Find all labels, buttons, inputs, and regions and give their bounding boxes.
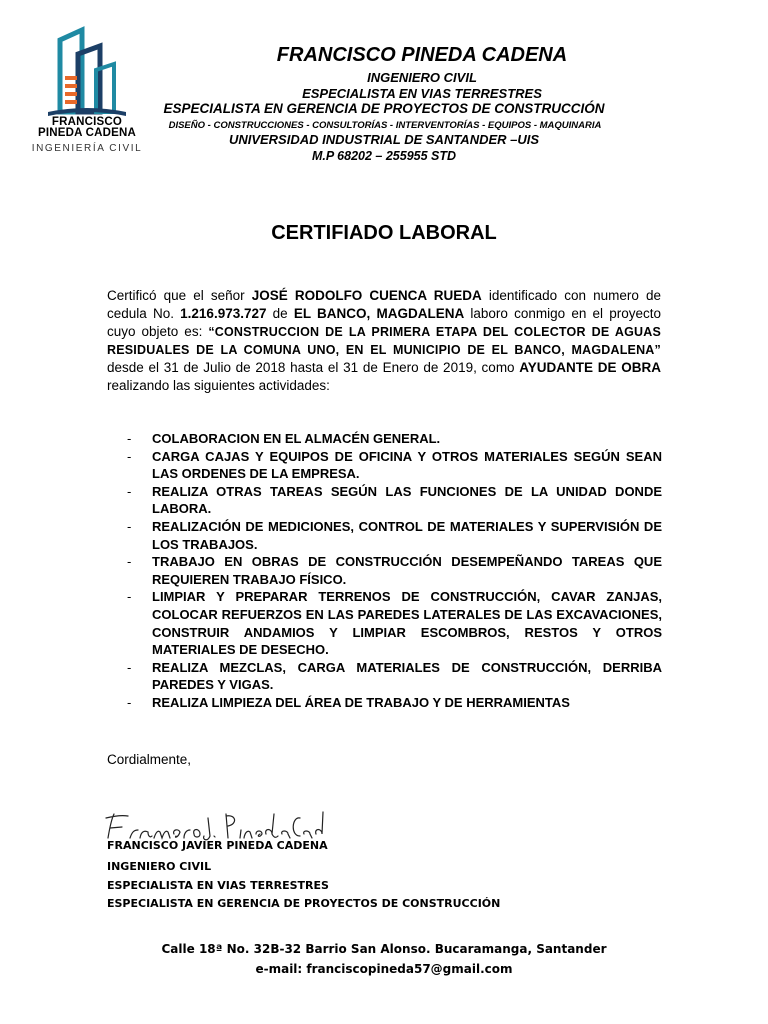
paragraph-text: realizando las siguientes actividades: [107, 378, 330, 393]
paragraph-text: de [266, 306, 294, 321]
signer-name: FRANCISCO JAVIER PINEDA CADENA [107, 839, 328, 852]
logo-subtitle: INGENIERÍA CIVIL [31, 143, 143, 154]
list-item: - CARGA CAJAS Y EQUIPOS DE OFICINA Y OTROS MATERIALES SEGÚN SEAN LAS ORDENES DE LA EMPRESA. [127, 448, 662, 483]
header-line-license: M.P 68202 – 255955 STD [311, 149, 457, 163]
list-item: - REALIZACIÓN DE MEDICIONES, CONTROL DE MATERIALES Y SUPERVISIÓN DE LOS TRABAJOS. [127, 518, 662, 553]
signer-title-2: ESPECIALISTA EN VIAS TERRESTRES [107, 879, 329, 892]
certificate-paragraph [107, 287, 661, 395]
header-name: FRANCISCO PINEDA CADENA [276, 44, 568, 66]
signer-title-1: INGENIERO CIVIL [107, 860, 212, 873]
id-number: 1.216.973.727 [180, 306, 267, 321]
signer-title-3: ESPECIALISTA EN GERENCIA DE PROYECTOS DE CONSTRUCCIÓN [107, 897, 501, 910]
list-item: - COLABORACION EN EL ALMACÉN GENERAL. [127, 430, 662, 448]
id-place: EL BANCO, MAGDALENA [293, 306, 465, 321]
paragraph-text: laboro conmigo en el proyecto cuyo objeto es: [107, 306, 661, 339]
header-line-specialty-management: ESPECIALISTA EN GERENCIA DE PROYECTOS DE CONSTRUCCIÓN [163, 101, 605, 116]
employee-name: JOSÉ RODOLFO CUENCA RUEDA [251, 288, 482, 303]
paragraph-text: Certificó que el señor [107, 288, 252, 303]
footer-address: Calle 18ª No. 32B-32 Barrio San Alonso. Bucaramanga, Santander [161, 942, 607, 956]
logo-name-line1: FRANCISCO [51, 116, 123, 128]
list-item: - TRABAJO EN OBRAS DE CONSTRUCCIÓN DESEMPEÑANDO TAREAS QUE REQUIEREN TRABAJO FÍSICO. [127, 553, 662, 588]
document-title: CERTIFIADO LABORAL [271, 222, 497, 244]
closing-text: Cordialmente, [107, 752, 192, 767]
paragraph-text: desde el 31 de Julio de 2018 hasta el 31 de Enero de 2019, como [107, 360, 520, 375]
logo-name-line2: PINEDA CADENA [37, 127, 136, 139]
activities-list [127, 430, 662, 712]
list-item: - REALIZA OTRAS TAREAS SEGÚN LAS FUNCIONES DE LA UNIDAD DONDE LABORA. [127, 483, 662, 518]
list-item: - REALIZA LIMPIEZA DEL ÁREA DE TRABAJO Y DE HERRAMIENTAS [127, 694, 662, 712]
list-item: - REALIZA MEZCLAS, CARGA MATERIALES DE CONSTRUCCIÓN, DERRIBA PAREDES Y VIGAS. [127, 659, 662, 694]
project-name: “CONSTRUCCION DE LA PRIMERA ETAPA DEL COLECTOR DE AGUAS RESIDUALES DE LA COMUNA UNO, EN EL MUNICIPIO DE EL BANCO, MAGDALENA” [107, 325, 661, 357]
footer-email: e-mail: franciscopineda57@gmail.com [255, 962, 513, 976]
header-line-university: UNIVERSIDAD INDUSTRIAL DE SANTANDER –UIS [228, 132, 540, 147]
paragraph-text: identificado con numero de cedula No. [107, 288, 662, 321]
header-line-profession: INGENIERO CIVIL [367, 70, 477, 85]
header-line-specialty-roads: ESPECIALISTA EN VIAS TERRESTRES [302, 86, 542, 101]
list-item: - LIMPIAR Y PREPARAR TERRENOS DE CONSTRUCCIÓN, CAVAR ZANJAS, COLOCAR REFUERZOS EN LAS PAREDES LATERALES DE LAS EXCAVACIONES, CONSTRUIR ANDAMIOS Y LIMPIAR ESCOMBROS, RESTOS Y OTROS MATERIALES DE DESECHO. [127, 588, 662, 658]
employee-role: AYUDANTE DE OBRA [519, 360, 661, 375]
header-line-services: DISEÑO - CONSTRUCCIONES - CONSULTORÍAS - INTERVENTORÍAS - EQUIPOS - MAQUINARIA [168, 120, 602, 131]
